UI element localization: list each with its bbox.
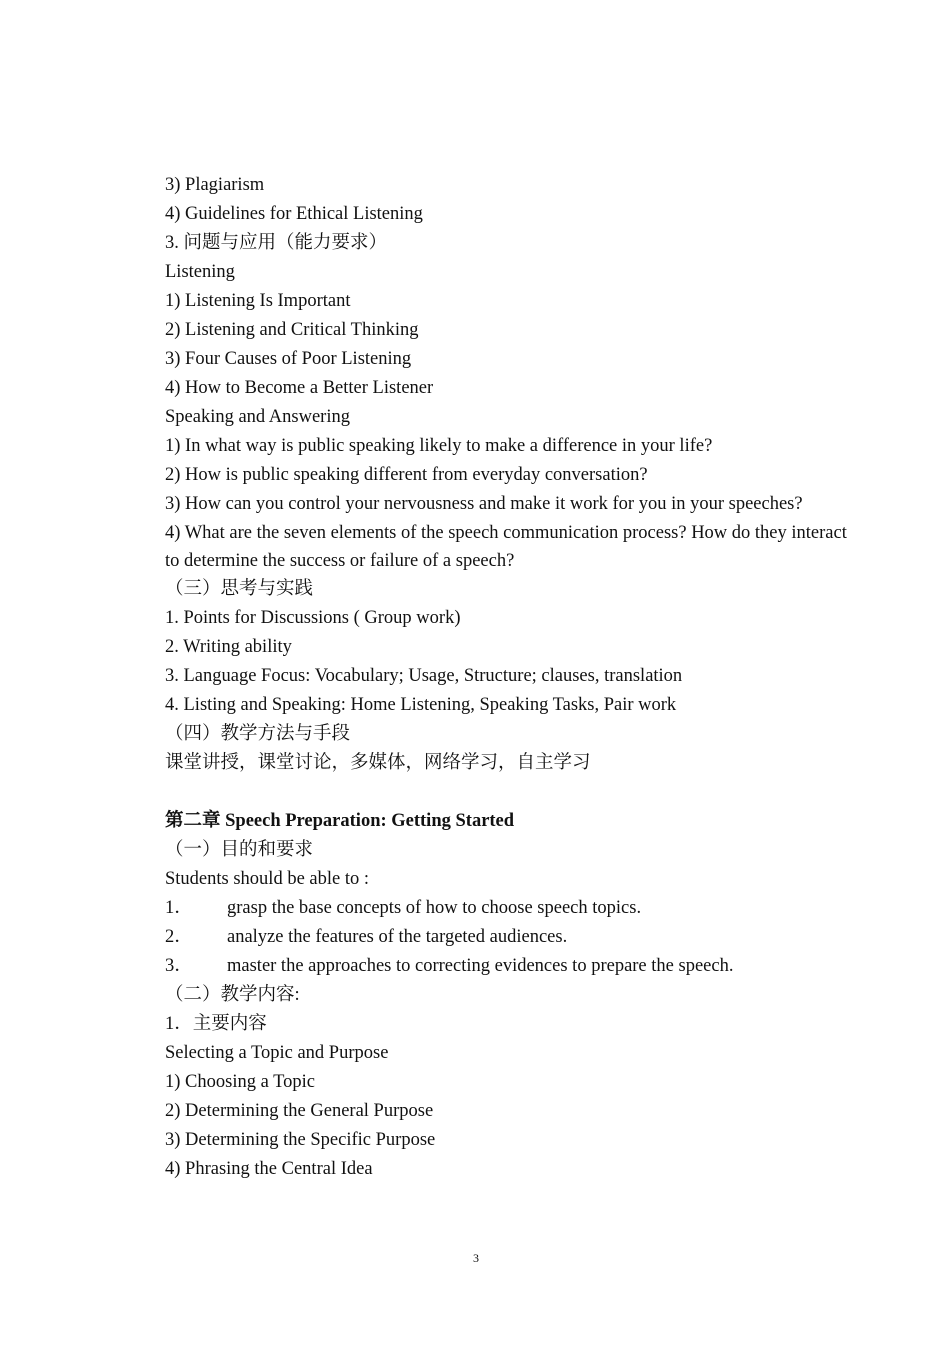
objective-item <box>165 952 865 981</box>
text-line: 4) How to Become a Better Listener <box>165 378 434 398</box>
text-line: 1) Choosing a Topic <box>165 1072 315 1092</box>
text-line: 4. Listing and Speaking: Home Listening, Speaking Tasks, Pair work <box>165 695 677 715</box>
text-line: 2) Determining the General Purpose <box>165 1101 434 1121</box>
text-line: Selecting a Topic and Purpose <box>165 1043 389 1063</box>
page-content <box>165 171 865 1184</box>
text-line: 4) Phrasing the Central Idea <box>165 1159 373 1179</box>
text-line: 1. Points for Discussions ( Group work) <box>165 608 461 628</box>
text-line: 课堂讲授，课堂讨论，多媒体，网络学习，自主学习 <box>165 753 591 773</box>
chapter-title: 第二章 Speech Preparation: Getting Started <box>165 811 515 831</box>
text-line: 2. Writing ability <box>165 637 292 657</box>
question-paragraph: 4) What are the seven elements of the speech communication process? How do they interact to determine the success or failure of a speech? <box>165 523 847 571</box>
section-heading: （一）目的和要求 <box>165 840 314 860</box>
text-line: 3) Plagiarism <box>165 175 265 195</box>
objective-item <box>165 894 865 923</box>
section-heading: （四）教学方法与手段 <box>165 724 351 744</box>
text-line: 1) In what way is public speaking likely to make a difference in your life? <box>165 436 713 456</box>
objective-number: 2． <box>165 927 193 947</box>
objective-text: master the approaches to correcting evidences to prepare the speech. <box>227 956 734 976</box>
text-line: 3. Language Focus: Vocabulary; Usage, Structure; clauses, translation <box>165 666 683 686</box>
objective-text: grasp the base concepts of how to choose speech topics. <box>227 898 642 918</box>
objective-item <box>165 923 865 952</box>
text-line: 2) Listening and Critical Thinking <box>165 320 419 340</box>
text-line: 1) Listening Is Important <box>165 291 351 311</box>
text-line: 3) Four Causes of Poor Listening <box>165 349 412 369</box>
section-heading: （三）思考与实践 <box>165 579 314 599</box>
text-line: Listening <box>165 262 235 282</box>
text-line: 2) How is public speaking different from everyday conversation? <box>165 465 648 485</box>
section-heading: 3. 问题与应用（能力要求） <box>165 233 388 253</box>
text-line: 3) How can you control your nervousness and make it work for you in your speeches? <box>165 494 803 514</box>
objective-text: analyze the features of the targeted audiences. <box>227 927 568 947</box>
objective-number: 1． <box>165 898 193 918</box>
section-heading: （二）教学内容: <box>165 985 300 1005</box>
text-line: 4) Guidelines for Ethical Listening <box>165 204 423 224</box>
text-line: Speaking and Answering <box>165 407 350 427</box>
objective-number: 3． <box>165 956 193 976</box>
text-line: Students should be able to : <box>165 869 369 889</box>
blank-line <box>165 778 865 807</box>
page-number: 3 <box>473 1251 479 1265</box>
text-line: 1．主要内容 <box>165 1014 267 1034</box>
text-line: 3) Determining the Specific Purpose <box>165 1130 436 1150</box>
